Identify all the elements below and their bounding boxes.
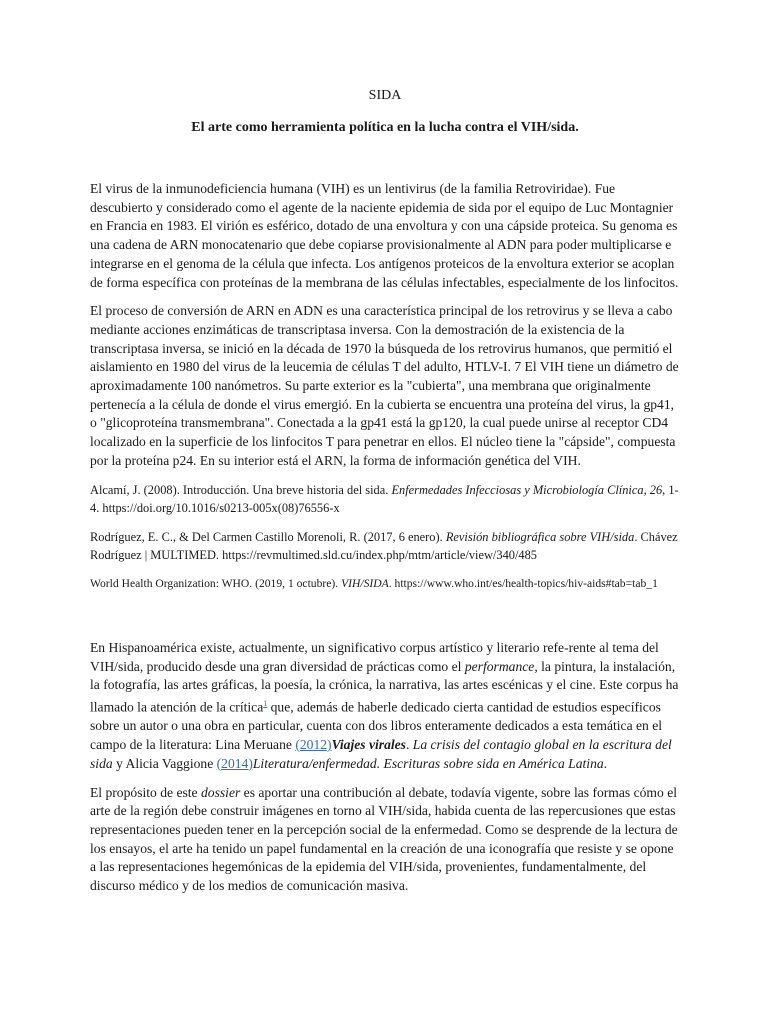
citation-link-2012[interactable]: (2012) <box>295 737 332 753</box>
text-run: En Hispanoamérica existe, actualmente, un significativo corpus artístico y literario refe-rente al tema del VIH/sida, producido desde una gran diversidad de prácticas como el <box>90 640 659 674</box>
ref-volume: 26 <box>649 482 663 497</box>
citation-link-2014[interactable]: (2014) <box>216 755 253 771</box>
paragraph-arn-conversion: El proceso de conversión de ARN en ADN es una característica principal de los retrovirus y se lleva a cabo mediante acciones enzimáticas de transcriptasa inversa. Con la demostración de la existencia de la transcriptasa inversa, se inició en la década de 1970 la búsqueda de los retrovirus humanos, que permitió el aislamiento en 1980 del virus de la leucemia de células T del adulto, HTLV-I. 7 El VIH tiene un diámetro de aproximadamente 100 nanómetros. Su parte exterior es la "cubierta", una membrana que originalmente pertenecía a la célula de donde el virus emergió. En la cubierta se encuentra una proteína del virus, la gp41, o "glicoproteína transmembrana". Conectada a la gp41 está la gp120, la cual puede unirse al receptor CD4 localizado en la superficie de los linfocitos T para penetrar en ellos. El núcleo tiene la "cápside", compuesta por la proteína p24. En su interior está el ARN, la forma de información genética del VIH. <box>90 303 679 468</box>
ref-text: World Health Organization: WHO. (2019, 1 octubre). <box>90 576 342 590</box>
reference-rodriguez <box>90 528 680 565</box>
ref-text: , <box>643 482 650 497</box>
ref-text: . https://www.who.int/es/health-topics/hiv-aids#tab=tab_1 <box>388 576 658 590</box>
section-spacer <box>90 603 680 639</box>
text-run: que, además de haberle dedicado cierta cantidad de estudios específicos sobre un autor o una obra en particular, cuenta con dos libros enteramente dedicados a esta temática en el campo de la literatura: Lina Meruane <box>90 699 663 753</box>
ref-text: , 1-4. https://doi.org/10.1016/s0213-005x(08)76556-x <box>90 482 679 516</box>
document-subtitle: El arte como herramienta política en la lucha contra el VIH/sida. <box>191 120 579 135</box>
text-run: y Alicia Vaggione <box>112 755 217 771</box>
ref-text: . Chávez Rodríguez | MULTIMED. https://revmultimed.sld.cu/index.php/mtm/article/view/340/485 <box>90 529 678 563</box>
text-run: es aportar una contribución al debate, todavía vigente, sobre las formas cómo el arte de la región debe construir imágenes en torno al VIH/sida, habida cuenta de las repercusiones que estas representaciones pueden tener en la percepción social de la enfermedad. Como se desprende de la lectura de los ensayos, el arte ha tenido un papel fundamental en la creación de una iconografía que resiste y se opone a las representaciones hegemónicas de la epidemia del VIH/sida, provenientes, fundamentalmente, del discurso médico y de los medios de comunicación masiva. <box>90 784 678 894</box>
footnote-link[interactable]: 1 <box>263 699 268 709</box>
ref-text: Alcamí, J. (2008). Introducción. Una breve historia del sida. <box>90 482 392 497</box>
document-title: SIDA <box>368 88 402 103</box>
text-run-italic: dossier <box>201 784 241 800</box>
ref-text: Rodríguez, E. C., & Del Carmen Castillo Morenoli, R. (2017, 6 enero). <box>90 529 446 544</box>
text-run: . <box>603 755 608 771</box>
book-title-viajes-virales: Viajes virales <box>331 737 406 753</box>
ref-journal: Enfermedades Infecciosas y Microbiología Clínica <box>391 482 644 497</box>
paragraph-dossier-purpose <box>90 784 680 896</box>
paragraph-virus-description: El virus de la inmunodeficiencia humana (VIH) es un lentivirus (de la familia Retroviridae). Fue descubierto y considerado como el agente de la naciente epidemia de sida por el equipo de Luc Montagnier en Francia en 1983. El virión es esférico, dotado de una envoltura y con una cápside proteica. Su genoma es una cadena de ARN monocatenario que debe copiarse provisionalmente al ADN para poder multiplicarse e integrarse en el genoma de la célula que infecta. Los antígenos proteicos de la envoltura exterior se acoplan de forma específica con proteínas de la membrana de las células infectables, especialmente de los linfocitos. <box>90 181 679 290</box>
ref-title: Revisión bibliográfica sobre VIH/sida <box>445 529 635 544</box>
reference-alcami <box>90 481 680 518</box>
paragraph-hispanoamerica <box>90 639 680 773</box>
document-page <box>90 88 680 906</box>
book-subtitle: La crisis del contagio global en la escritura del sida <box>90 737 672 771</box>
ref-title: VIH/SIDA <box>341 576 389 590</box>
text-run: El propósito de este <box>90 784 201 800</box>
reference-who <box>90 575 680 594</box>
text-run: , la pintura, la instalación, la fotografía, las artes gráficas, la poesía, la crónica, la narrativa, las artes escénicas y el cine. Este corpus ha llamado la atención de la crítica <box>90 658 679 715</box>
text-run-italic: performance <box>464 658 535 674</box>
book-title-literatura-enfermedad: Literatura/enfermedad. Escrituras sobre sida en América Latina <box>252 755 604 771</box>
text-run: . <box>405 737 413 753</box>
